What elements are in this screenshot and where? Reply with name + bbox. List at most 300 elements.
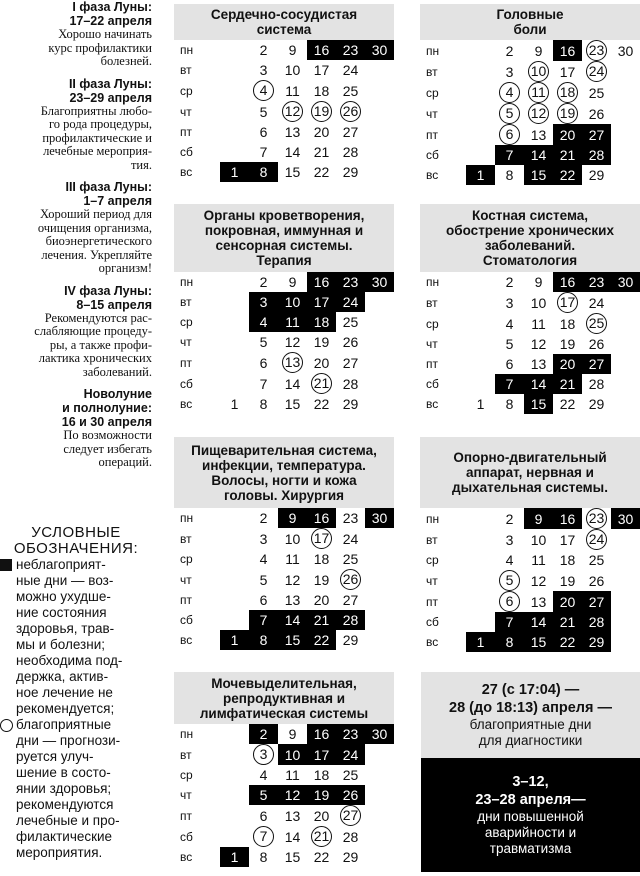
day-cell (524, 529, 553, 550)
day-cell (249, 373, 278, 394)
empty-cell (220, 590, 249, 610)
empty-cell (611, 394, 640, 414)
day-cell (495, 374, 524, 394)
day-number: 7 (253, 826, 274, 847)
day-number: 24 (588, 294, 605, 311)
empty-cell (220, 569, 249, 590)
day-number: 18 (559, 315, 576, 332)
day-cell (249, 272, 278, 292)
day-number: 11 (285, 767, 300, 783)
empty-cell (220, 312, 249, 332)
day-number: 11 (528, 82, 549, 103)
weekday-label: сб (426, 148, 439, 162)
day-number: 2 (259, 42, 268, 58)
day-cell (307, 508, 336, 528)
day-cell (582, 632, 611, 652)
empty-cell (365, 292, 394, 312)
day-number: 15 (530, 634, 547, 650)
weekday-label: ср (426, 316, 439, 331)
phase-text: Хороший период для очищения организма, биоэнергетического лечения. Укрепляйте организм! (37, 207, 152, 275)
day-cell (307, 332, 336, 352)
circle-icon (0, 719, 13, 732)
day-number: 27 (340, 805, 361, 826)
day-cell (466, 394, 495, 414)
day-cell (336, 312, 365, 332)
day-number: 5 (259, 787, 268, 803)
day-number: 14 (284, 375, 301, 392)
day-number: 9 (288, 42, 297, 58)
day-cell (553, 82, 582, 103)
day-cell (553, 570, 582, 591)
day-number: 30 (371, 274, 388, 290)
day-cell (307, 312, 336, 332)
calendar-block (174, 204, 394, 414)
day-cell (336, 373, 365, 394)
empty-cell (365, 610, 394, 630)
day-cell (582, 82, 611, 103)
day-number: 4 (499, 82, 520, 103)
weekday-label: чт (180, 572, 192, 587)
day-number: 25 (342, 314, 359, 330)
weekday-label: чт (180, 335, 192, 349)
empty-cell (611, 103, 640, 124)
empty-cell (220, 122, 249, 142)
day-cell (220, 847, 249, 867)
week-row (174, 352, 394, 373)
day-cell (495, 165, 524, 185)
weekday-label: вс (426, 635, 439, 649)
day-number: 10 (284, 294, 301, 310)
day-number: 8 (259, 396, 268, 412)
day-number: 27 (588, 356, 605, 372)
empty-cell (220, 101, 249, 122)
week-row (420, 61, 640, 82)
week-row (420, 374, 640, 394)
day-number: 26 (588, 336, 605, 352)
day-cell (495, 354, 524, 374)
empty-cell (466, 550, 495, 570)
week-row (174, 569, 394, 590)
empty-cell (220, 292, 249, 312)
phase-text: По возможности следует избегать операций. (63, 428, 152, 469)
day-number: 12 (530, 572, 547, 589)
day-number: 21 (311, 826, 332, 847)
day-number: 13 (284, 592, 301, 608)
day-cell (582, 165, 611, 185)
day-number: 6 (259, 124, 268, 140)
day-cell (249, 312, 278, 332)
week-row (420, 354, 640, 374)
day-number: 18 (313, 82, 330, 99)
day-cell (553, 103, 582, 124)
weekday-label: вт (180, 531, 192, 546)
weekday-label: сб (180, 376, 193, 391)
day-cell (524, 145, 553, 165)
day-cell (249, 765, 278, 785)
day-number: 30 (617, 274, 634, 290)
empty-cell (466, 591, 495, 612)
day-number: 20 (313, 592, 330, 608)
week-row (174, 744, 394, 765)
weekday-label: вс (180, 850, 193, 864)
week-row (174, 508, 394, 528)
empty-cell (220, 785, 249, 805)
day-number: 22 (313, 632, 330, 648)
day-number: 17 (313, 294, 330, 310)
day-cell (220, 630, 249, 650)
empty-cell (611, 82, 640, 103)
day-cell (249, 590, 278, 610)
day-cell (249, 122, 278, 142)
day-number: 10 (530, 294, 547, 311)
empty-cell (365, 826, 394, 847)
empty-cell (466, 570, 495, 591)
day-cell (582, 374, 611, 394)
empty-cell (611, 165, 640, 185)
day-number: 6 (259, 592, 268, 608)
day-cell (249, 292, 278, 312)
day-number: 27 (342, 354, 359, 371)
day-number: 13 (530, 126, 547, 143)
day-number: 12 (284, 571, 301, 588)
day-cell (336, 610, 365, 630)
day-number: 9 (534, 42, 543, 59)
day-cell (278, 162, 307, 182)
day-number: 27 (342, 592, 359, 608)
day-cell (582, 313, 611, 334)
week-row (420, 334, 640, 354)
day-number: 22 (559, 167, 576, 183)
day-cell (524, 612, 553, 632)
week-row (174, 805, 394, 826)
day-number: 21 (311, 373, 332, 394)
day-cell (307, 826, 336, 847)
empty-cell (365, 142, 394, 162)
day-number: 19 (311, 101, 332, 122)
day-cell (582, 124, 611, 145)
day-cell (553, 124, 582, 145)
weekday-label: вт (426, 64, 438, 79)
day-number: 3 (505, 63, 514, 80)
day-number: 4 (505, 315, 514, 332)
empty-cell (365, 332, 394, 352)
weekday-label: пт (180, 355, 192, 370)
day-number: 18 (313, 551, 330, 567)
empty-cell (466, 334, 495, 354)
day-cell (307, 40, 336, 60)
calendar-title: Пищеварительная система, инфекции, температура. Волосы, ногти и кожа головы. Хирургия (174, 437, 394, 508)
day-number: 30 (617, 510, 634, 527)
day-number: 4 (259, 551, 268, 567)
day-number: 26 (340, 569, 361, 590)
phase-title: II фаза Луны: 23–29 апреля (68, 76, 152, 105)
day-number: 5 (499, 570, 520, 591)
day-cell (495, 591, 524, 612)
calendar-table (420, 508, 640, 652)
day-cell (249, 785, 278, 805)
accident-risk-text: дни повышенной аварийности и травматизма (477, 809, 584, 856)
empty-cell (365, 528, 394, 549)
day-number: 16 (313, 510, 330, 526)
day-cell (336, 765, 365, 785)
empty-cell (466, 529, 495, 550)
weekday-label: чт (426, 573, 438, 588)
week-row (420, 529, 640, 550)
empty-cell (365, 101, 394, 122)
day-number: 29 (588, 167, 605, 183)
day-cell (278, 549, 307, 569)
diagnostics-text: благоприятные дни для диагностики (469, 717, 592, 748)
day-number: 29 (342, 632, 359, 648)
day-cell (524, 40, 553, 61)
calendar-title: Сердечно-сосудистая система (174, 4, 394, 40)
empty-cell (466, 272, 495, 292)
calendar-title: Костная система, обострение хронических заболеваний. Стоматология (420, 204, 640, 272)
day-cell (307, 847, 336, 867)
day-cell (336, 528, 365, 549)
week-row (420, 612, 640, 632)
day-number: 13 (282, 352, 303, 373)
day-number: 22 (559, 634, 576, 650)
day-number: 15 (284, 396, 301, 412)
day-number: 14 (530, 147, 547, 163)
day-number: 10 (284, 746, 301, 763)
day-cell (336, 549, 365, 569)
day-number: 8 (259, 632, 268, 648)
day-cell (249, 610, 278, 630)
day-number: 24 (342, 294, 359, 310)
calendar-block (420, 204, 640, 414)
day-number: 29 (342, 396, 359, 412)
day-cell (307, 724, 336, 744)
day-number: 18 (559, 552, 576, 568)
day-cell (278, 785, 307, 805)
empty-cell (611, 570, 640, 591)
week-row (420, 292, 640, 313)
day-cell (220, 162, 249, 182)
accident-risk-box (421, 758, 640, 872)
week-row (174, 292, 394, 312)
day-cell (336, 724, 365, 744)
empty-cell (365, 805, 394, 826)
day-cell (278, 847, 307, 867)
day-number: 30 (371, 510, 388, 526)
day-number: 4 (259, 767, 268, 783)
week-row (174, 373, 394, 394)
week-row (174, 80, 394, 101)
day-cell (336, 590, 365, 610)
phase-text: Хорошо начинать курс профилактики болезней. (48, 27, 152, 68)
day-cell (336, 508, 365, 528)
empty-cell (365, 352, 394, 373)
day-number: 11 (531, 315, 546, 332)
day-cell (524, 124, 553, 145)
day-number: 21 (559, 376, 576, 392)
day-cell (278, 60, 307, 80)
day-cell (582, 529, 611, 550)
day-cell (307, 785, 336, 805)
day-number: 25 (586, 313, 607, 334)
day-cell (524, 334, 553, 354)
day-number: 24 (586, 61, 607, 82)
day-cell (307, 122, 336, 142)
day-number: 5 (505, 336, 514, 352)
phase-1 (0, 0, 152, 69)
day-cell (278, 292, 307, 312)
day-cell (336, 332, 365, 352)
day-number: 19 (559, 336, 576, 352)
day-number: 18 (313, 314, 330, 330)
weekday-label: ср (180, 83, 193, 98)
empty-cell (611, 591, 640, 612)
day-number: 28 (342, 612, 359, 628)
day-cell (307, 569, 336, 590)
day-cell (278, 630, 307, 650)
day-cell (278, 272, 307, 292)
day-cell (582, 508, 611, 529)
day-cell (249, 724, 278, 744)
day-cell (495, 82, 524, 103)
day-cell (582, 591, 611, 612)
day-cell (524, 354, 553, 374)
legend-unfavorable-text: неблагоприят- ные дни — воз- можно ухудше- ние состояния здоровья, трав- мы и болезни; необходима под- держка, актив- ное лечение не рекомендуется; (16, 557, 123, 716)
day-cell (249, 569, 278, 590)
empty-cell (611, 374, 640, 394)
day-number: 25 (342, 551, 359, 567)
week-row (420, 145, 640, 165)
day-number: 12 (284, 334, 301, 350)
empty-cell (466, 145, 495, 165)
weekday-label: сб (180, 829, 193, 844)
day-number: 1 (230, 396, 239, 412)
empty-cell (611, 61, 640, 82)
weekday-label: вт (180, 295, 192, 309)
empty-cell (220, 272, 249, 292)
day-number: 23 (342, 726, 359, 742)
day-number: 12 (530, 336, 547, 352)
day-number: 8 (259, 164, 268, 180)
weekday-label: вс (426, 168, 439, 182)
day-cell (307, 352, 336, 373)
day-cell (611, 272, 640, 292)
day-number: 11 (285, 314, 300, 330)
day-cell (307, 80, 336, 101)
empty-cell (365, 785, 394, 805)
weekday-label: чт (180, 788, 192, 802)
weekday-label: вс (180, 397, 193, 411)
weekday-label: пт (426, 127, 438, 142)
weekday-label: пн (426, 511, 440, 526)
week-row (174, 765, 394, 785)
week-row (174, 394, 394, 414)
week-row (420, 591, 640, 612)
day-number: 21 (313, 144, 330, 160)
day-cell (278, 590, 307, 610)
day-number: 28 (342, 375, 359, 392)
day-cell (249, 508, 278, 528)
day-number: 17 (559, 63, 576, 80)
day-cell (495, 612, 524, 632)
day-number: 12 (284, 787, 301, 803)
day-cell (249, 394, 278, 414)
day-number: 22 (559, 396, 576, 412)
empty-cell (365, 630, 394, 650)
day-cell (249, 332, 278, 352)
day-number: 22 (313, 396, 330, 412)
day-cell (278, 610, 307, 630)
day-number: 1 (476, 167, 485, 183)
legend-unfavorable (0, 557, 152, 717)
day-cell (553, 292, 582, 313)
day-number: 15 (284, 164, 301, 180)
empty-cell (466, 354, 495, 374)
day-number: 1 (476, 634, 485, 650)
day-cell (582, 61, 611, 82)
day-number: 22 (313, 164, 330, 180)
day-cell (524, 591, 553, 612)
empty-cell (466, 374, 495, 394)
calendar-table (420, 40, 640, 185)
day-cell (249, 80, 278, 101)
day-cell (495, 292, 524, 313)
day-number: 30 (371, 42, 388, 58)
day-number: 1 (476, 396, 485, 412)
day-number: 3 (259, 62, 268, 78)
day-number: 24 (342, 746, 359, 763)
phase-2 (0, 77, 152, 173)
week-row (174, 272, 394, 292)
day-number: 29 (588, 396, 605, 412)
weekday-label: ср (180, 768, 193, 782)
day-cell (307, 101, 336, 122)
day-number: 2 (505, 510, 514, 527)
day-number: 10 (528, 61, 549, 82)
day-cell (495, 334, 524, 354)
day-number: 26 (342, 334, 359, 350)
day-number: 28 (342, 828, 359, 845)
day-number: 7 (259, 144, 268, 160)
week-row (174, 590, 394, 610)
day-cell (582, 103, 611, 124)
day-number: 27 (588, 593, 605, 610)
day-cell (495, 40, 524, 61)
day-cell (307, 60, 336, 80)
day-cell (553, 529, 582, 550)
day-number: 23 (342, 42, 359, 58)
day-cell (553, 550, 582, 570)
day-cell (524, 313, 553, 334)
day-number: 15 (530, 396, 547, 412)
day-number: 18 (313, 767, 330, 783)
phase-text: Рекомендуются рас- слабляющие процеду- ры, а также профи- лактика хронических заболеваний. (34, 310, 152, 379)
day-cell (336, 805, 365, 826)
day-cell (278, 744, 307, 765)
weekday-label: вт (426, 532, 438, 547)
week-row (420, 632, 640, 652)
empty-cell (220, 549, 249, 569)
day-number: 16 (313, 274, 330, 290)
day-number: 3 (505, 294, 514, 311)
legend-title: УСЛОВНЫЕ ОБОЗНАЧЕНИЯ: (13, 524, 139, 557)
day-cell (249, 549, 278, 569)
day-number: 7 (259, 375, 268, 392)
weekday-label: чт (426, 337, 438, 351)
day-number: 23 (342, 274, 359, 290)
day-number: 14 (530, 376, 547, 392)
weekday-label: вт (426, 295, 438, 310)
day-cell (336, 847, 365, 867)
day-cell (553, 40, 582, 61)
